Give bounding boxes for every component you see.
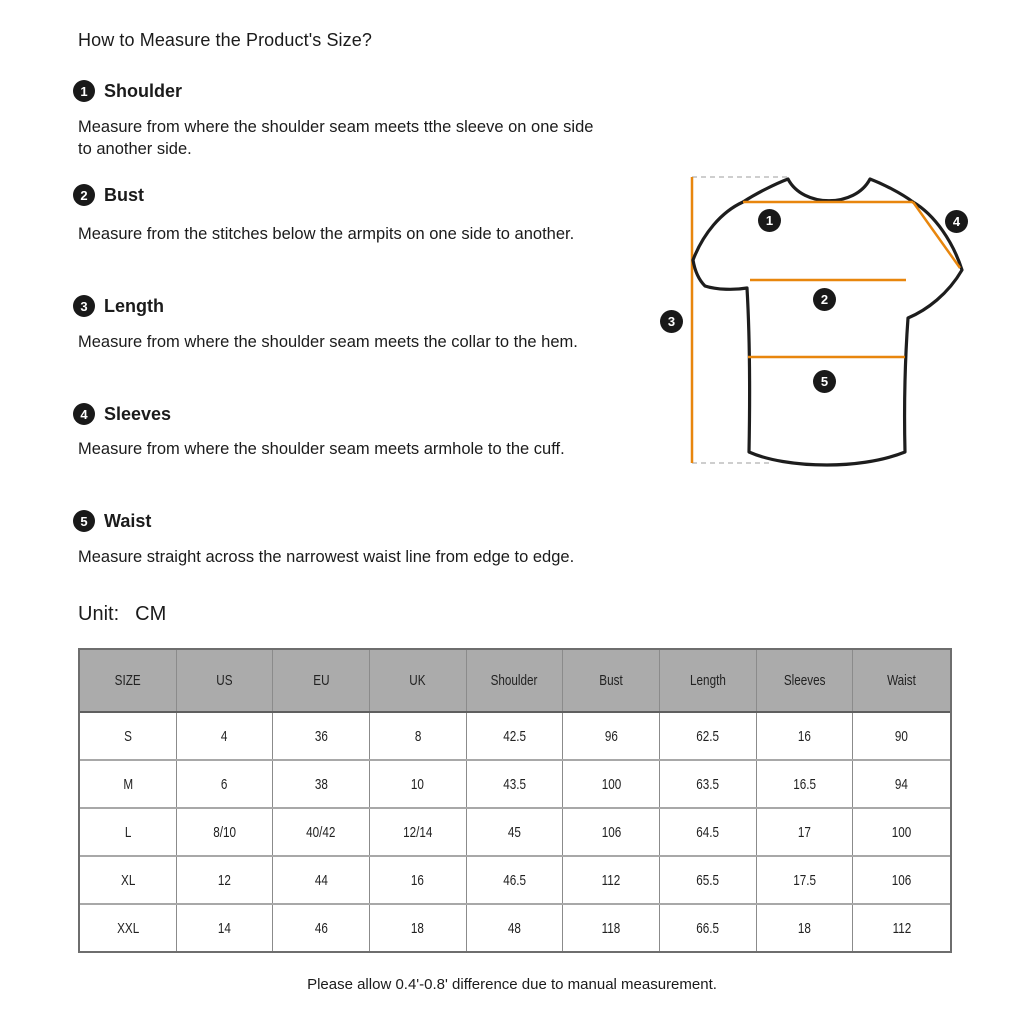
table-cell: 16 [757, 713, 854, 759]
table-cell: 63.5 [660, 761, 757, 807]
table-cell: 12 [177, 857, 274, 903]
diagram-marker-shoulder: 1 [758, 209, 781, 232]
header-cell-us: US [177, 650, 274, 711]
table-cell: 45 [467, 809, 564, 855]
step-description: Measure from where the shoulder seam meets armhole to the cuff. [78, 440, 565, 458]
table-cell: 16.5 [757, 761, 854, 807]
table-cell: 100 [891, 823, 912, 841]
diagram-marker-waist: 5 [813, 370, 836, 393]
table-cell: 4 [177, 713, 274, 759]
table-cell: 36 [273, 713, 370, 759]
header-cell-eu: EU [273, 650, 370, 711]
step-number-badge: 1 [73, 80, 95, 102]
step-number-badge: 2 [73, 184, 95, 206]
header-cell-bust: Bust [563, 650, 660, 711]
table-cell: 94 [895, 775, 909, 793]
unit-value: CM [135, 603, 167, 625]
table-cell: 62.5 [660, 713, 757, 759]
diagram-marker-length: 3 [660, 310, 683, 333]
table-cell: 12/14 [370, 809, 467, 855]
table-cell: 8 [370, 713, 467, 759]
table-cell: 112 [563, 857, 660, 903]
step-number-badge: 3 [73, 295, 95, 317]
step-number-badge: 4 [73, 403, 95, 425]
table-cell: 64.5 [660, 809, 757, 855]
page-title: How to Measure the Product's Size? [78, 30, 372, 50]
table-cell: 14 [177, 905, 274, 951]
table-cell: 38 [273, 761, 370, 807]
table-cell: 42.5 [467, 713, 564, 759]
table-row-xxl [80, 905, 950, 951]
table-cell: XXL [80, 905, 177, 951]
footer-note: Please allow 0.4'-0.8' difference due to manual measurement. [307, 976, 717, 993]
table-cell: 46 [273, 905, 370, 951]
table-cell: 96 [563, 713, 660, 759]
step-number-badge: 5 [73, 510, 95, 532]
table-row-m [80, 761, 950, 809]
measure-step-bust [73, 184, 144, 206]
table-cell: 18 [757, 905, 854, 951]
diagram-marker-bust: 2 [813, 288, 836, 311]
table-cell: 18 [370, 905, 467, 951]
step-title: Length [104, 295, 164, 316]
measure-step-waist [73, 510, 151, 532]
unit-label: Unit: [78, 603, 120, 625]
table-row-xl [80, 857, 950, 905]
table-cell: 16 [370, 857, 467, 903]
table-cell: 106 [891, 871, 912, 889]
step-title: Sleeves [104, 403, 172, 424]
header-cell-waist: Waist [887, 672, 917, 689]
table-cell: 106 [563, 809, 660, 855]
step-title: Waist [104, 510, 152, 531]
table-cell: 6 [177, 761, 274, 807]
table-cell: M [80, 761, 177, 807]
header-cell-length: Length [660, 650, 757, 711]
header-cell-uk: UK [370, 650, 467, 711]
table-cell: 66.5 [660, 905, 757, 951]
table-cell: 48 [467, 905, 564, 951]
step-title: Bust [104, 184, 144, 205]
tshirt-diagram [655, 160, 975, 480]
diagram-marker-sleeves: 4 [945, 210, 968, 233]
measure-step-sleeves [73, 403, 171, 425]
step-title: Shoulder [104, 80, 183, 101]
table-cell: 112 [892, 919, 911, 937]
table-cell: S [80, 713, 177, 759]
step-description: Measure from the stitches below the armpits on one side to another. [78, 225, 575, 243]
table-cell: 8/10 [177, 809, 274, 855]
table-cell: 17 [757, 809, 854, 855]
table-cell: 100 [563, 761, 660, 807]
tshirt-outline [693, 179, 962, 465]
measure-step-length [73, 295, 164, 317]
header-cell-shoulder: Shoulder [467, 650, 564, 711]
table-row-s [80, 713, 950, 761]
table-cell: 10 [370, 761, 467, 807]
step-description: Measure from where the shoulder seam meets tthe sleeve on one side to another side. [78, 118, 594, 158]
table-cell: 17.5 [757, 857, 854, 903]
unit-line [78, 603, 166, 626]
step-description: Measure from where the shoulder seam meets the collar to the hem. [78, 333, 578, 351]
table-cell: XL [80, 857, 177, 903]
header-cell-sleeves: Sleeves [757, 650, 854, 711]
tshirt-svg [655, 160, 975, 480]
table-cell: 65.5 [660, 857, 757, 903]
table-cell: 40/42 [273, 809, 370, 855]
table-cell: L [80, 809, 177, 855]
measure-step-shoulder [73, 80, 182, 102]
header-cell-size: SIZE [80, 650, 177, 711]
table-row-l [80, 809, 950, 857]
size-table [78, 648, 952, 953]
table-cell: 90 [895, 727, 909, 745]
table-cell: 118 [563, 905, 660, 951]
table-header-row [80, 650, 950, 713]
table-cell: 43.5 [467, 761, 564, 807]
table-cell: 44 [273, 857, 370, 903]
step-description: Measure straight across the narrowest waist line from edge to edge. [78, 548, 575, 566]
table-cell: 46.5 [467, 857, 564, 903]
